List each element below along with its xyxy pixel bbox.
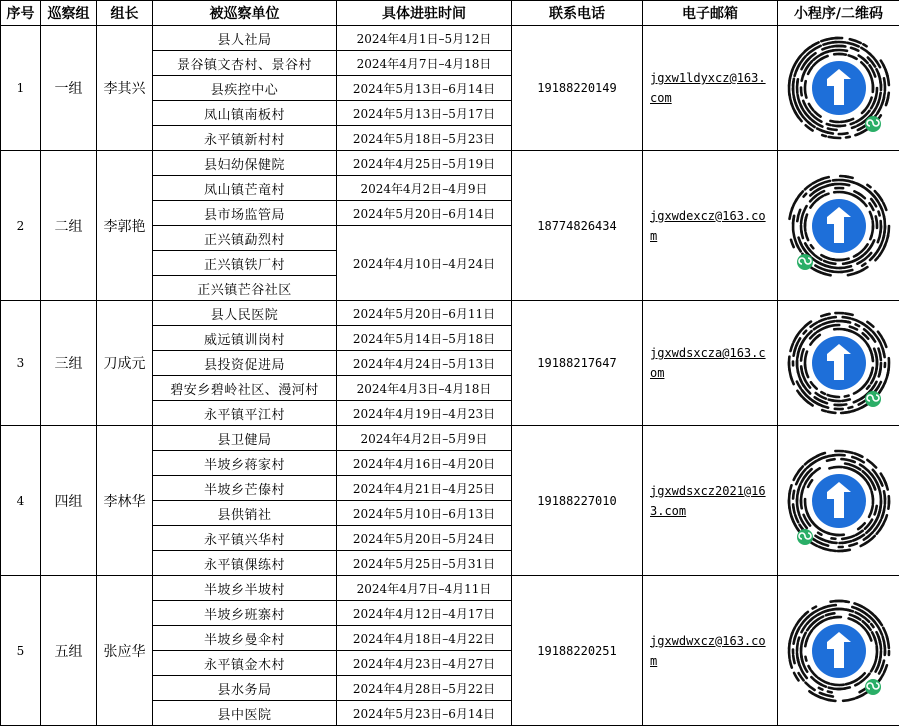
inspected-unit: 半坡乡蒋家村	[153, 451, 337, 476]
inspected-unit: 碧安乡碧岭社区、漫河村	[153, 376, 337, 401]
mini-program-qr-code-icon	[783, 170, 895, 282]
group-leader: 李郭艳	[97, 151, 153, 301]
mini-program-qr-code-icon	[783, 307, 895, 419]
group-number: 5	[1, 576, 41, 726]
stationing-time: 2024年4月10日–4月24日	[337, 226, 512, 301]
contact-phone: 19188227010	[512, 426, 643, 576]
group-leader: 张应华	[97, 576, 153, 726]
stationing-time: 2024年4月23日–4月27日	[337, 651, 512, 676]
email-link[interactable]: jgxw1ldyxcz@163.com	[650, 68, 770, 108]
inspected-unit: 正兴镇勐烈村	[153, 226, 337, 251]
group-name: 一组	[41, 26, 97, 151]
stationing-time: 2024年4月3日–4月18日	[337, 376, 512, 401]
inspected-unit: 永平镇兴华村	[153, 526, 337, 551]
table-row	[1, 301, 899, 326]
group-leader: 李林华	[97, 426, 153, 576]
stationing-time: 2024年5月13日–5月17日	[337, 101, 512, 126]
stationing-time: 2024年5月20日–5月24日	[337, 526, 512, 551]
stationing-time: 2024年4月2日–4月9日	[337, 176, 512, 201]
header-time: 具体进驻时间	[337, 1, 512, 26]
inspected-unit: 永平镇倮练村	[153, 551, 337, 576]
inspected-unit: 县中医院	[153, 701, 337, 726]
stationing-time: 2024年5月13日–6月14日	[337, 76, 512, 101]
group-leader: 刀成元	[97, 301, 153, 426]
email-cell	[643, 426, 778, 576]
inspected-unit: 正兴镇芒谷社区	[153, 276, 337, 301]
email-link[interactable]: jgxwdexcz@163.com	[650, 206, 770, 246]
mini-program-qr-code-icon	[783, 445, 895, 557]
stationing-time: 2024年5月14日–5月18日	[337, 326, 512, 351]
stationing-time: 2024年4月28日–5月22日	[337, 676, 512, 701]
stationing-time: 2024年5月25日–5月31日	[337, 551, 512, 576]
inspected-unit: 县妇幼保健院	[153, 151, 337, 176]
inspected-unit: 县市场监管局	[153, 201, 337, 226]
email-link[interactable]: jgxwdsxcza@163.com	[650, 343, 770, 383]
stationing-time: 2024年5月18日–5月23日	[337, 126, 512, 151]
stationing-time: 2024年5月20日–6月14日	[337, 201, 512, 226]
contact-phone: 19188217647	[512, 301, 643, 426]
qr-cell	[778, 151, 899, 301]
group-leader: 李其兴	[97, 26, 153, 151]
inspected-unit: 半坡乡半坡村	[153, 576, 337, 601]
email-link[interactable]: jgxwdsxcz2021@163.com	[650, 481, 770, 521]
email-cell	[643, 301, 778, 426]
inspected-unit: 凤山镇芒竜村	[153, 176, 337, 201]
qr-cell	[778, 26, 899, 151]
inspected-unit: 半坡乡芒傣村	[153, 476, 337, 501]
header-qr: 小程序/二维码	[778, 1, 899, 26]
stationing-time: 2024年4月7日–4月11日	[337, 576, 512, 601]
stationing-time: 2024年4月1日–5月12日	[337, 26, 512, 51]
stationing-time: 2024年5月20日–6月11日	[337, 301, 512, 326]
group-number: 3	[1, 301, 41, 426]
email-cell	[643, 576, 778, 726]
table-row	[1, 151, 899, 176]
inspected-unit: 永平镇金木村	[153, 651, 337, 676]
inspected-unit: 永平镇新村村	[153, 126, 337, 151]
header-leader: 组长	[97, 1, 153, 26]
inspected-unit: 县人社局	[153, 26, 337, 51]
email-cell	[643, 151, 778, 301]
inspected-unit: 凤山镇南板村	[153, 101, 337, 126]
table-row	[1, 26, 899, 51]
email-link[interactable]: jgxwdwxcz@163.com	[650, 631, 770, 671]
stationing-time: 2024年4月7日–4月18日	[337, 51, 512, 76]
table-row	[1, 426, 899, 451]
inspected-unit: 半坡乡曼伞村	[153, 626, 337, 651]
stationing-time: 2024年4月19日–4月23日	[337, 401, 512, 426]
group-name: 四组	[41, 426, 97, 576]
stationing-time: 2024年4月2日–5月9日	[337, 426, 512, 451]
header-email: 电子邮箱	[643, 1, 778, 26]
group-name: 二组	[41, 151, 97, 301]
inspected-unit: 县供销社	[153, 501, 337, 526]
mini-program-qr-code-icon	[783, 32, 895, 144]
mini-program-qr-code-icon	[783, 595, 895, 707]
inspected-unit: 威远镇训岗村	[153, 326, 337, 351]
qr-cell	[778, 576, 899, 726]
inspected-unit: 正兴镇铁厂村	[153, 251, 337, 276]
qr-cell	[778, 426, 899, 576]
group-name: 三组	[41, 301, 97, 426]
header-row	[1, 1, 899, 26]
stationing-time: 2024年4月12日–4月17日	[337, 601, 512, 626]
stationing-time: 2024年5月10日–6月13日	[337, 501, 512, 526]
table-row	[1, 576, 899, 601]
stationing-time: 2024年4月21日–4月25日	[337, 476, 512, 501]
inspected-unit: 县水务局	[153, 676, 337, 701]
contact-phone: 19188220149	[512, 26, 643, 151]
group-name: 五组	[41, 576, 97, 726]
group-number: 1	[1, 26, 41, 151]
stationing-time: 2024年4月18日–4月22日	[337, 626, 512, 651]
stationing-time: 2024年4月24日–5月13日	[337, 351, 512, 376]
header-phone: 联系电话	[512, 1, 643, 26]
header-group: 巡察组	[41, 1, 97, 26]
inspected-unit: 县投资促进局	[153, 351, 337, 376]
header-no: 序号	[1, 1, 41, 26]
qr-cell	[778, 301, 899, 426]
group-number: 4	[1, 426, 41, 576]
header-unit: 被巡察单位	[153, 1, 337, 26]
stationing-time: 2024年4月16日–4月20日	[337, 451, 512, 476]
inspected-unit: 县人民医院	[153, 301, 337, 326]
stationing-time: 2024年4月25日–5月19日	[337, 151, 512, 176]
contact-phone: 18774826434	[512, 151, 643, 301]
group-number: 2	[1, 151, 41, 301]
contact-phone: 19188220251	[512, 576, 643, 726]
inspected-unit: 县疾控中心	[153, 76, 337, 101]
email-cell	[643, 26, 778, 151]
inspected-unit: 永平镇平江村	[153, 401, 337, 426]
stationing-time: 2024年5月23日–6月14日	[337, 701, 512, 726]
inspected-unit: 半坡乡班寨村	[153, 601, 337, 626]
inspected-unit: 县卫健局	[153, 426, 337, 451]
inspected-unit: 景谷镇文杏村、景谷村	[153, 51, 337, 76]
